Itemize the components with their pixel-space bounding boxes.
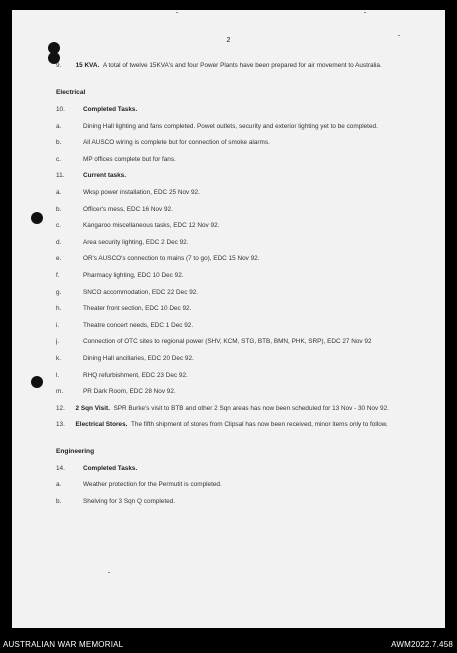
scan-speck [364,12,366,13]
list-item-text: Weather protection for the Permutit is completed. [83,481,222,489]
list-item-number: k. [56,354,61,362]
paragraph-13: 13. Electrical Stores. The fifth shipment of stores from Clipsal has now been received, minor items only to follow. [56,420,388,428]
section-heading-electrical: Electrical [56,89,86,96]
list-item-number: h. [56,305,62,313]
list-item [56,481,396,489]
punch-hole [31,376,43,388]
list-item [56,222,396,230]
list-item-number: a. [56,481,62,489]
list-item-number: m. [56,388,64,396]
subheading-current-tasks: 11. Current tasks. [56,172,126,180]
footer-institution: AUSTRALIAN WAR MEMORIAL [3,640,124,649]
list-item-text: Kangaroo miscellaneous tasks, EDC 12 Nov 92. [83,222,220,230]
list-item [56,388,396,396]
list-item-text: Theatre concert needs, EDC 1 Dec 92. [83,321,194,329]
list-item-number: a. [56,188,62,196]
list-item-text: Dining Hall ancillaries, EDC 20 Dec 92. [83,354,194,362]
punch-hole [31,212,43,224]
list-item-text: Wksp power installation, EDC 25 Nov 92. [83,188,200,196]
list-item [56,139,396,147]
list-item-text: Connection of OTC sites to regional power (SHV, KCM, STG, BTB, BMN, PHK, SRP), EDC 27 Nov 92 [83,338,372,346]
list-item-number: d. [56,238,62,246]
list-item-text: Shelving for 3 Sqn Q completed. [83,497,176,505]
scan-speck [398,35,400,36]
current-tasks-list [56,189,396,396]
list-item-number: g. [56,288,62,296]
document-body [56,62,396,514]
scan-speck [108,572,110,573]
list-item-text: MP offices complete but for fans. [83,155,176,163]
paragraph-9: 9. 15 KVA. A total of twelve 15KVA's and four Power Plants have been prepared for air movement to Australia. [56,62,382,69]
list-item-number: j. [56,338,60,346]
list-item [56,206,396,214]
list-item [56,338,396,346]
list-item [56,305,396,313]
scan-speck [176,12,178,13]
section-heading-engineering: Engineering [56,447,95,455]
list-item-text: OR's AUSCO's connection to mains (7 to go), EDC 15 Nov 92. [83,255,260,263]
list-item-number: e. [56,255,62,263]
list-item-text: Dining Hall lighting and fans completed. Powet outlets, security and exterior lighting yet to be completed. [83,122,378,130]
list-item [56,123,396,131]
list-item-text: Pharmacy lighting, EDC 10 Dec 92. [83,271,184,279]
subheading-completed-tasks: 10. Completed Tasks. [56,106,138,113]
list-item [56,272,396,280]
subheading-engineering-completed: 14. Completed Tasks. [56,464,138,472]
list-item-number: c. [56,155,61,163]
list-item [56,355,396,363]
list-item [56,255,396,263]
list-item [56,156,396,164]
list-item-number: i. [56,321,60,329]
list-item [56,498,396,506]
completed-tasks-list [56,123,396,164]
list-item-text: PR Dark Room, EDC 28 Nov 92. [83,388,176,396]
list-item-text: Officer's mess, EDC 16 Nov 92. [83,205,173,213]
list-item-text: Theater front section, EDC 10 Dec 92. [83,305,192,313]
list-item [56,189,396,197]
engineering-completed-list [56,481,396,506]
footer-accession-id: AWM2022.7.458 [391,640,453,649]
list-item-number: b. [56,497,62,505]
list-item [56,372,396,380]
list-item [56,322,396,330]
list-item-text: Area security lighting, EDC 2 Dec 92. [83,238,189,246]
list-item-number: b. [56,139,62,147]
list-item-number: b. [56,205,62,213]
list-item-number: f. [56,271,60,279]
list-item-number: a. [56,122,62,130]
list-item [56,289,396,297]
list-item-number: c. [56,222,61,230]
list-item [56,239,396,247]
page-number: 2 [226,37,231,44]
list-item-text: RHQ refurbishment, EDC 23 Dec 92. [83,371,188,379]
document-page [12,10,445,628]
list-item-text: All AUSCO wiring is complete but for connection of smoke alarms. [83,139,270,147]
list-item-number: l. [56,371,60,379]
paragraph-12: 12. 2 Sqn Visit. SPR Burke's visit to BTB and other 2 Sqn areas has now been scheduled for 13 Nov - 30 Nov 92. [56,404,389,412]
list-item-text: SNCO accommodation, EDC 22 Dec 92. [83,288,199,296]
